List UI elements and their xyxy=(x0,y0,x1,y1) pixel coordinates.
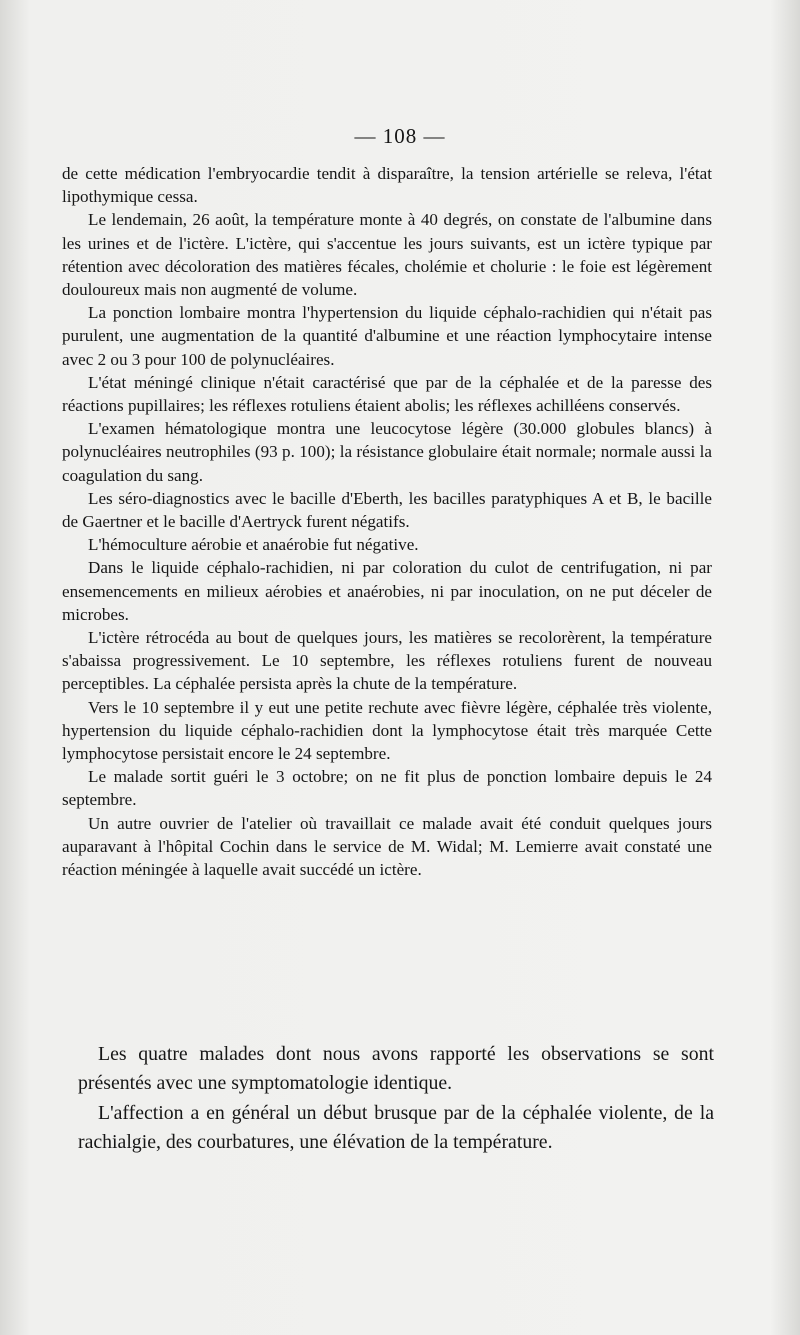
paragraph: Vers le 10 septembre il y eut une petite rechute avec fièvre légère, céphalée très violente, hypertension du liquide céphalo-rachidien dont la lymphocytose était très marquée Cette lymphocytose persistait encore le 24 septembre. xyxy=(62,697,712,764)
paragraph: Un autre ouvrier de l'atelier où travaillait ce malade avait été conduit quelques jours auparavant à l'hôpital Cochin dans le service de M. Widal; M. Lemierre avait constaté une réaction méningée à laquelle avait succédé un ictère. xyxy=(62,813,712,880)
paragraph: Le lendemain, 26 août, la température monte à 40 degrés, on constate de l'albumine dans les urines et de l'ictère. L'ictère, qui s'accentue les jours suivants, est un ictère typique par rétention avec décoloration des matières fécales, cholémie et cholurie : le foie est légèrement douloureux mais non augmenté de volume. xyxy=(62,210,712,300)
paragraph: La ponction lombaire montra l'hypertension du liquide céphalo-rachidien qui n'était pas purulent, une augmentation de la quantité d'albumine et une réaction lymphocytaire intense avec 2 ou 3 pour 100 de polynucléaires. xyxy=(62,303,712,369)
paragraph: Les séro-diagnostics avec le bacille d'Eberth, les bacilles paratyphiques A et B, le bacille de Gaertner et le bacille d'Aertryck furent négatifs. xyxy=(62,488,712,532)
page-number: — 108 — xyxy=(354,124,446,148)
paragraph: L'examen hématologique montra une leucocytose légère (30.000 globules blancs) à polynucléaires neutrophiles (93 p. 100); la résistance globulaire était normale; normale aussi la coagulation du sang. xyxy=(62,419,712,485)
observation-text xyxy=(62,162,712,881)
summary-paragraph: L'affection a en général un début brusque par de la céphalée violente, de la rachialgie, des courbatures, une élévation de la température. xyxy=(78,1101,714,1153)
summary-paragraph: Les quatre malades dont nous avons rapporté les observations se sont présentés avec une symptomatologie identique. xyxy=(78,1043,714,1095)
paragraph: L'hémoculture aérobie et anaérobie fut négative. xyxy=(88,535,419,555)
paragraph: L'ictère rétrocéda au bout de quelques jours, les matières se recolorèrent, la température s'abaissa progressivement. Le 10 septembre, les réflexes rotuliens furent de nouveau perceptibles. La céphalée persista après la chute de la température. xyxy=(62,628,712,694)
paragraph: Dans le liquide céphalo-rachidien, ni par coloration du culot de centrifugation, ni par ensemencements en milieux aérobies et anaérobies, ni par inoculation, on ne put déceler de microbes. xyxy=(62,558,712,624)
paragraph: L'état méningé clinique n'était caractérisé que par de la céphalée et de la paresse des réactions pupillaires; les réflexes rotuliens étaient abolis; les réflexes achilléens conservés. xyxy=(62,372,712,416)
paragraph: Le malade sortit guéri le 3 octobre; on ne fit plus de ponction lombaire depuis le 24 septembre. xyxy=(62,767,712,810)
paragraph: de cette médication l'embryocardie tendit à disparaître, la tension artérielle se releva, l'état lipothymique cessa. xyxy=(62,164,712,207)
summary-text xyxy=(78,1040,714,1157)
